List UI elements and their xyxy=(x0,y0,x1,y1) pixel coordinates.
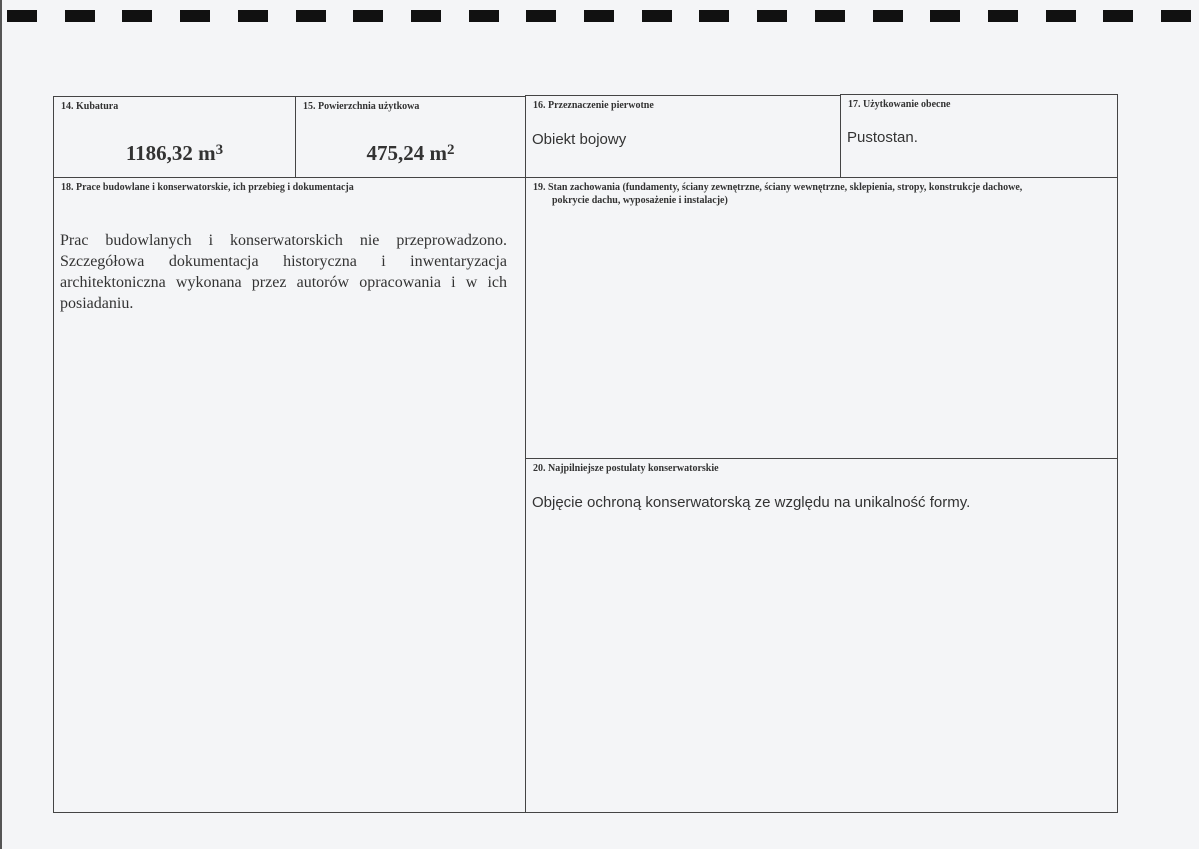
unit-exponent: 3 xyxy=(215,142,224,158)
field-14-cubature xyxy=(53,96,296,178)
field-value: Objęcie ochroną konserwatorską ze względu na unikalność formy. xyxy=(532,494,971,511)
binding-hole xyxy=(526,10,556,22)
binding-hole xyxy=(296,10,326,22)
value-text: 1186,32 m xyxy=(125,141,216,165)
binding-hole xyxy=(1161,10,1191,22)
binding-hole xyxy=(7,10,37,22)
binding-hole xyxy=(1046,10,1076,22)
binding-hole xyxy=(180,10,210,22)
scan-edge xyxy=(0,0,2,849)
binding-hole xyxy=(930,10,960,22)
field-value xyxy=(54,141,295,166)
field-value: Prac budowlanych i konserwatorskich nie przeprowadzono. Szczegółowa dokumentacja historyczna i inwentaryzacja architektoniczna wykonana przez autorów opracowania i w ich posiadaniu. xyxy=(60,232,507,312)
field-18-construction-works xyxy=(53,177,526,813)
binding-hole xyxy=(122,10,152,22)
binding-hole xyxy=(699,10,729,22)
binding-hole xyxy=(584,10,614,22)
field-value: Pustostan. xyxy=(847,129,918,146)
field-value: Obiekt bojowy xyxy=(532,131,627,148)
binding-hole xyxy=(1103,10,1133,22)
value-text: 475,24 m xyxy=(366,141,447,165)
binding-hole xyxy=(757,10,787,22)
field-label: 14. Kubatura xyxy=(61,101,119,112)
binding-hole xyxy=(353,10,383,22)
binding-hole xyxy=(988,10,1018,22)
field-15-usable-area xyxy=(295,96,526,178)
unit-exponent: 2 xyxy=(447,142,455,158)
binding-hole xyxy=(238,10,268,22)
field-20-conservation-postulates xyxy=(525,458,1118,813)
binding-hole xyxy=(642,10,672,22)
field-value xyxy=(296,141,525,166)
binding-hole xyxy=(411,10,441,22)
binding-hole xyxy=(469,10,499,22)
binding-hole xyxy=(815,10,845,22)
field-19-condition xyxy=(525,177,1118,459)
binding-hole xyxy=(65,10,95,22)
field-label: 16. Przeznaczenie pierwotne xyxy=(533,100,654,111)
field-17-current-use xyxy=(840,94,1118,178)
binding-hole xyxy=(873,10,903,22)
field-label: 18. Prace budowlane i konserwatorskie, ich przebieg i dokumentacja xyxy=(61,182,354,193)
field-label: 20. Najpilniejsze postulaty konserwatorskie xyxy=(533,463,719,474)
field-16-original-purpose xyxy=(525,95,841,178)
field-label: 15. Powierzchnia użytkowa xyxy=(303,101,420,112)
field-label: 17. Użytkowanie obecne xyxy=(848,99,951,110)
field-label: 19. Stan zachowania (fundamenty, ściany zewnętrzne, ściany wewnętrzne, sklepienia, stropy, konstrukcje dachowe, xyxy=(533,182,1023,193)
binding-strip xyxy=(0,0,1199,30)
field-label-continued: pokrycie dachu, wyposażenie i instalacje) xyxy=(552,195,728,206)
